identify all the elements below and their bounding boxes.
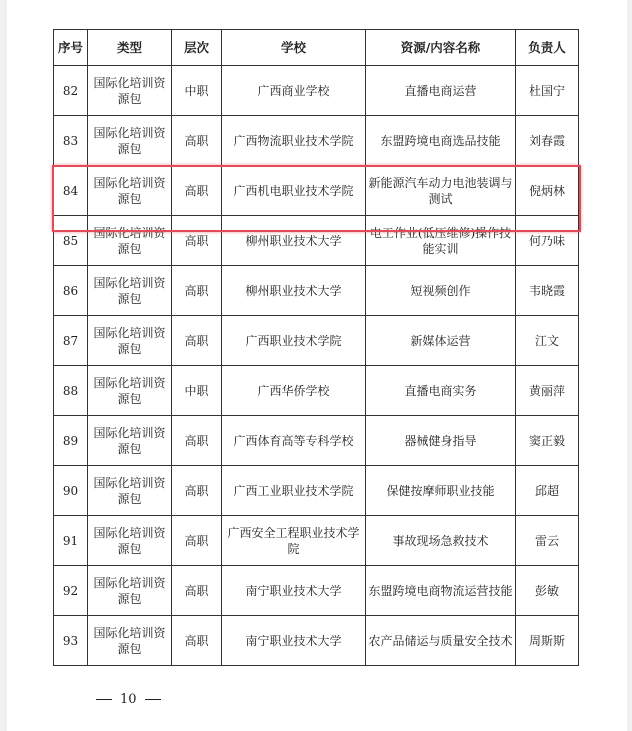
cell-type: 国际化培训资源包 — [88, 116, 172, 166]
table-row — [54, 416, 579, 466]
cell-owner: 江文 — [516, 316, 579, 366]
cell-owner: 韦晓霞 — [516, 266, 579, 316]
cell-no: 84 — [54, 166, 88, 216]
cell-resource: 短视频创作 — [366, 266, 516, 316]
cell-type: 国际化培训资源包 — [88, 166, 172, 216]
cell-level: 高职 — [172, 466, 222, 516]
cell-owner: 何乃味 — [516, 216, 579, 266]
cell-no: 85 — [54, 216, 88, 266]
resource-table — [53, 29, 579, 666]
footer-dash-right — [145, 699, 161, 700]
cell-owner: 倪炳林 — [516, 166, 579, 216]
cell-owner: 窦正毅 — [516, 416, 579, 466]
cell-no: 93 — [54, 616, 88, 666]
cell-resource: 农产品储运与质量安全技术 — [366, 616, 516, 666]
cell-owner: 黄丽萍 — [516, 366, 579, 416]
cell-level: 高职 — [172, 566, 222, 616]
page-margin-right — [627, 0, 632, 731]
cell-level: 高职 — [172, 166, 222, 216]
table-row — [54, 566, 579, 616]
cell-resource: 直播电商实务 — [366, 366, 516, 416]
cell-type: 国际化培训资源包 — [88, 516, 172, 566]
cell-level: 高职 — [172, 616, 222, 666]
cell-school: 广西物流职业技术学院 — [222, 116, 366, 166]
cell-resource: 新媒体运营 — [366, 316, 516, 366]
cell-no: 82 — [54, 66, 88, 116]
cell-resource: 新能源汽车动力电池装调与测试 — [366, 166, 516, 216]
table-row — [54, 316, 579, 366]
cell-level: 高职 — [172, 416, 222, 466]
cell-type: 国际化培训资源包 — [88, 316, 172, 366]
cell-school: 广西机电职业技术学院 — [222, 166, 366, 216]
cell-type: 国际化培训资源包 — [88, 266, 172, 316]
cell-type: 国际化培训资源包 — [88, 366, 172, 416]
table-row — [54, 116, 579, 166]
table-row — [54, 616, 579, 666]
cell-type: 国际化培训资源包 — [88, 416, 172, 466]
cell-school: 广西安全工程职业技术学院 — [222, 516, 366, 566]
cell-owner: 彭敏 — [516, 566, 579, 616]
cell-school: 广西华侨学校 — [222, 366, 366, 416]
cell-school: 柳州职业技术大学 — [222, 216, 366, 266]
cell-resource: 器械健身指导 — [366, 416, 516, 466]
cell-no: 86 — [54, 266, 88, 316]
cell-resource: 事故现场急救技术 — [366, 516, 516, 566]
footer-dash-left — [96, 699, 112, 700]
cell-no: 92 — [54, 566, 88, 616]
cell-school: 柳州职业技术大学 — [222, 266, 366, 316]
page-footer — [88, 692, 169, 707]
table-row — [54, 216, 579, 266]
cell-owner: 周斯斯 — [516, 616, 579, 666]
cell-owner: 邱超 — [516, 466, 579, 516]
cell-no: 91 — [54, 516, 88, 566]
cell-level: 高职 — [172, 266, 222, 316]
cell-school: 广西商业学校 — [222, 66, 366, 116]
cell-level: 高职 — [172, 116, 222, 166]
header-resource: 资源/内容名称 — [366, 30, 516, 66]
cell-no: 89 — [54, 416, 88, 466]
cell-level: 高职 — [172, 316, 222, 366]
cell-school: 广西体育高等专科学校 — [222, 416, 366, 466]
cell-resource: 东盟跨境电商选品技能 — [366, 116, 516, 166]
cell-owner: 雷云 — [516, 516, 579, 566]
cell-school: 南宁职业技术大学 — [222, 616, 366, 666]
table-row — [54, 166, 579, 216]
page-number: 10 — [120, 692, 137, 707]
cell-no: 88 — [54, 366, 88, 416]
header-owner: 负责人 — [516, 30, 579, 66]
cell-school: 南宁职业技术大学 — [222, 566, 366, 616]
cell-no: 90 — [54, 466, 88, 516]
cell-level: 高职 — [172, 216, 222, 266]
cell-school: 广西工业职业技术学院 — [222, 466, 366, 516]
cell-no: 87 — [54, 316, 88, 366]
cell-resource: 直播电商运营 — [366, 66, 516, 116]
header-type: 类型 — [88, 30, 172, 66]
header-no: 序号 — [54, 30, 88, 66]
cell-school: 广西职业技术学院 — [222, 316, 366, 366]
table-row — [54, 66, 579, 116]
cell-no: 83 — [54, 116, 88, 166]
cell-owner: 刘春霞 — [516, 116, 579, 166]
table-row — [54, 366, 579, 416]
cell-type: 国际化培训资源包 — [88, 66, 172, 116]
header-school: 学校 — [222, 30, 366, 66]
cell-type: 国际化培训资源包 — [88, 616, 172, 666]
cell-resource: 保健按摩师职业技能 — [366, 466, 516, 516]
cell-resource: 电工作业(低压维修)操作技能实训 — [366, 216, 516, 266]
cell-level: 高职 — [172, 516, 222, 566]
cell-level: 中职 — [172, 366, 222, 416]
header-level: 层次 — [172, 30, 222, 66]
cell-level: 中职 — [172, 66, 222, 116]
cell-type: 国际化培训资源包 — [88, 566, 172, 616]
table-row — [54, 516, 579, 566]
table-row — [54, 466, 579, 516]
cell-owner: 杜国宁 — [516, 66, 579, 116]
cell-type: 国际化培训资源包 — [88, 216, 172, 266]
cell-resource: 东盟跨境电商物流运营技能 — [366, 566, 516, 616]
cell-type: 国际化培训资源包 — [88, 466, 172, 516]
page-margin-left — [0, 0, 7, 731]
table-header-row — [54, 30, 579, 66]
table-row — [54, 266, 579, 316]
